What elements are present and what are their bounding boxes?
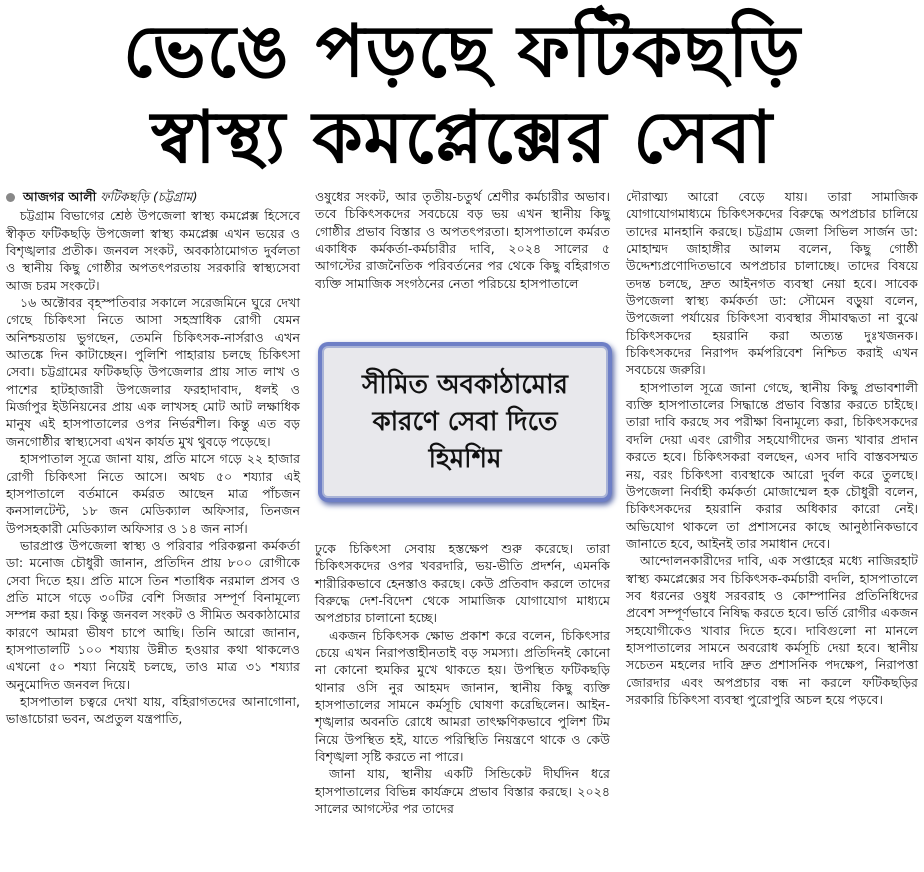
paragraph: ১৬ অক্টোবর বৃহস্পতিবার সকালে সরেজমিনে ঘুরে দেখা গেছে চিকিৎসা নিতে আসা সহস্রাধিক রোগী যেমন অনিশ্চয়তায় ভুগছেন, তেমনি চিকিৎসক-নার্সরাও এখন আতঙ্কে দিন কাটাচ্ছেন। পুলিশি পাহারায় চলছে চিকিৎসা সেবা। চট্টগ্রামের ফটিকছড়ি উপজেলার প্রায় সাত লাখ ও পাশের হাটহাজারী উপজেলার ফরহাদাবাদ, ধলই ও মির্জাপুর ইউনিয়নের প্রায় এক লাখসহ মোট আট লক্ষাধিক মানুষ এই হাসপাতালের ওপর নির্ভরশীল। কিন্তু এত বড় জনগোষ্ঠীর স্বাস্থ্যসেবা এখন কার্যত মুখ থুবড়ে পড়েছে। [6, 295, 300, 449]
paragraph: ভারপ্রাপ্ত উপজেলা স্বাস্থ্য ও পরিবার পরিকল্পনা কর্মকর্তা ডা: মনোজ চৌধুরী জানান, প্রতিদিন প্রায় ৮০০ রোগীকে সেবা দিতে হয়। প্রতি মাসে তিন শতাধিক নরমাল প্রসব ও প্রতি মাসে গড়ে ৩০টির বেশি সিজার সম্পূর্ণ বিনামূল্যে সম্পন্ন করা হয়। কিন্তু জনবল সংকট ও সীমিত অবকাঠামোর কারণে আমরা ভীষণ চাপে আছি। তিনি আরো জানান, হাসপাতালটি ১০০ শয্যায় উন্নীত হওয়ার কথা থাকলেও এখনো ৫০ শয্যা নিয়েই চলছে, তাও মাত্র ৩১ শয্যার অনুমোদিত জনবল দিয়ে। [6, 537, 300, 692]
byline-place: ফটিকছড়ি (চট্টগ্রাম) [100, 189, 198, 204]
column-1 [6, 188, 300, 728]
column-2-bottom [315, 540, 610, 818]
headline-line-2: স্বাস্থ্য কমপ্লেক্সের সেবা [151, 95, 773, 179]
byline-author: আজগর আলী [23, 189, 97, 204]
paragraph: জানা যায়, স্থানীয় একটি সিন্ডিকেট দীর্ঘদিন ধরে হাসপাতালের বিভিন্ন কার্যক্রমে প্রভাব বিস্তার করছে। ২০২৪ সালের আগস্টের পর তাদের [315, 766, 610, 817]
pullquote-text: সীমিত অবকাঠামোর কারণে সেবা দিতে হিমশিম [362, 369, 568, 474]
paragraph: হাসপাতাল সূত্রে জানা গেছে, স্থানীয় কিছু প্রভাবশালী ব্যক্তি হাসপাতালের সিদ্ধান্তে প্রভাব বিস্তার করতে চাইছে। তারা দাবি করছে সব পরীক্ষা বিনামূল্যে করা, চিকিৎসকদের বদলি দেয়া এবং রোগীর সহযোগীদের জন্য খাবার প্রদান করতে হবে। চিকিৎসকরা বলছেন, এসব দাবি বাস্তবসম্মত নয়, বরং চিকিৎসা ব্যবস্থাকে আরো দুর্বল করে তুলছে। উপজেলা নির্বাহী কর্মকর্তা মোজাম্মেল হক চৌধুরী বলেন, চিকিৎসকদের হয়রানি করার অধিকার কারো নেই। অভিযোগ থাকলে তা প্রশাসনের কাছে আনুষ্ঠানিকভাবে জানাতে হবে, আইনই তার সমাধান দেবে। [626, 379, 918, 551]
paragraph: ওষুধের সংকট, আর তৃতীয়-চতুর্থ শ্রেণীর কর্মচারীর অভাব। তবে চিকিৎসকদের সবচেয়ে বড় ভয় এখন স্থানীয় কিছু গোষ্ঠীর প্রভাব বিস্তার ও অপতৎপরতা। হাসপাতালে কর্মরত একাধিক কর্মকর্তা-কর্মচারীর দাবি, ২০২৪ সালের ৫ আগস্টের রাজনৈতিক পরিবর্তনের পর থেকে কিছু বহিরাগত ব্যক্তি সামাজিক সংগঠনের নেতা পরিচয়ে হাসপাতালে [315, 189, 610, 291]
byline [6, 188, 300, 205]
paragraph: দৌরাত্ম্য আরো বেড়ে যায়। তারা সামাজিক যোগাযোগমাধ্যমে চিকিৎসকদের বিরুদ্ধে অপপ্রচার চালিয়ে তাদের মানহানি করছে। চট্টগ্রাম জেলা সিভিল সার্জন ডা: মোহাম্মদ জাহাঙ্গীর আলম বলেন, কিছু গোষ্ঠী উদ্দেশ্যপ্রণোদিতভাবে অপপ্রচার চালাচ্ছে। তাদের বিষয়ে তদন্ত চলছে, দ্রুত আইনগত ব্যবস্থা নেয়া হবে। সাবেক উপজেলা স্বাস্থ্য কর্মকর্তা ডা: সৌমেন বড়ুয়া বলেন, উপজেলা পর্যায়ের চিকিৎসা ব্যবস্থার সীমাবদ্ধতা না বুঝে চিকিৎসকদের হয়রানি করা অত্যন্ত দুঃখজনক। চিকিৎসকদের নিরাপদ কর্মপরিবেশ নিশ্চিত করাই এখন সবচেয়ে জরুরি। [626, 189, 918, 378]
headline [0, 8, 924, 180]
column-3 [626, 188, 918, 708]
pullquote-box [322, 346, 608, 498]
bullet-icon [6, 193, 15, 202]
paragraph: চট্টগ্রাম বিভাগের শ্রেষ্ঠ উপজেলা স্বাস্থ্য কমপ্লেক্স হিসেবে স্বীকৃত ফটিকছড়ি উপজেলা স্বাস্থ্য কমপ্লেক্স এখন ভয়ের ও বিশৃঙ্খলার প্রতীক। জনবল সংকট, অবকাঠামোগত দুর্বলতা ও স্থানীয় কিছু গোষ্ঠীর অপতৎপরতায় সরকারি স্বাস্থ্যসেবা আজ চরম সংকটে। [6, 208, 300, 293]
paragraph: ঢুকে চিকিৎসা সেবায় হস্তক্ষেপ শুরু করেছে। তারা চিকিৎসকদের ওপর খবরদারি, ভয়-ভীতি প্রদর্শন, এমনকি শারীরিকভাবে হেনস্তাও করছে। কেউ প্রতিবাদ করলে তাদের বিরুদ্ধে দেশ-বিদেশ থেকে সামাজিক যোগাযোগ মাধ্যমে অপপ্রচার চালানো হচ্ছে। [315, 541, 610, 626]
paragraph: হাসপাতাল সূত্রে জানা যায়, প্রতি মাসে গড়ে ২২ হাজার রোগী চিকিৎসা নিতে আসে। অথচ ৫০ শয্যার এই হাসপাতালে বর্তমানে কর্মরত আছেন মাত্র পাঁচজন কনসালটেন্ট, ১৮ জন মেডিক্যাল অফিসার, তিনজন উপসহকারী মেডিক্যাল অফিসার ও ১৪ জন নার্স। [6, 451, 300, 536]
paragraph: আন্দোলনকারীদের দাবি, এক সপ্তাহের মধ্যে নাজিরহাট স্বাস্থ্য কমপ্লেক্সের সব চিকিৎসক-কর্মচারী বদলি, হাসপাতালে সব ধরনের ওষুধ সরবরাহ ও কোম্পানির প্রতিনিধিদের প্রবেশ সম্পূর্ণভাবে নিষিদ্ধ করতে হবে। ভর্তি রোগীর একজন সহযোগীকেও খাবার দিতে হবে। দাবিগুলো না মানলে হাসপাতালের সামনে অবরোধ কর্মসূচি দেয়া হবে। স্থানীয় সচেতন মহলের দাবি দ্রুত প্রশাসনিক পদক্ষেপ, নিরাপত্তা জোরদার এবং অপপ্রচার বন্ধ না করলে ফটিকছড়ির সরকারি চিকিৎসা ব্যবস্থা পুরোপুরি অচল হয়ে পড়বে। [626, 553, 918, 707]
column-2-top [315, 188, 610, 292]
paragraph: হাসপাতাল চত্বরে দেখা যায়, বহিরাগতদের আনাগোনা, ভাঙাচোরা ভবন, অপ্রতুল যন্ত্রপাতি, [6, 693, 300, 727]
paragraph: একজন চিকিৎসক ক্ষোভ প্রকাশ করে বলেন, চিকিৎসার চেয়ে এখন নিরাপত্তাহীনতাই বড় সমস্যা। প্রতিদিনই কোনো না কোনো হুমকির মুখে থাকতে হয়। উপস্থিত ফটিকছড়ি থানার ওসি নুর আহমদ জানান, স্থানীয় কিছু ব্যক্তি হাসপাতালের সামনে কর্মসূচি ঘোষণা করেছিলেন। আইন-শৃঙ্খলার অবনতি রোধে আমরা তাৎক্ষণিকভাবে পুলিশ টিম নিয়ে উপস্থিত হই, যাতে পরিস্থিতি নিয়ন্ত্রণে থাকে ও কেউ বিশৃঙ্খলা সৃষ্টি করতে না পারে। [315, 627, 610, 765]
headline-line-1: ভেঙে পড়ছে ফটিকছড়ি [122, 9, 802, 93]
